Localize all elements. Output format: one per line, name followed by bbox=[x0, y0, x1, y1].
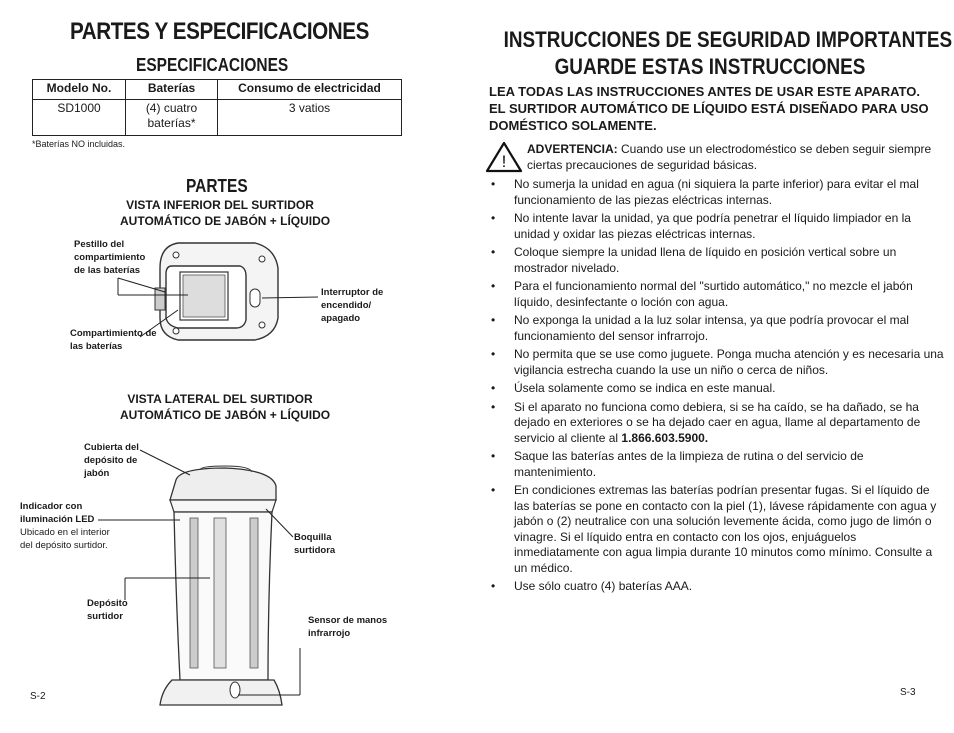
list-item-text: No exponga la unidad a la luz solar intensa, ya que podría provocar el mal funcionamiento del sensor infrarrojo. bbox=[514, 313, 909, 343]
title-line: GUARDE ESTAS INSTRUCCIONES bbox=[554, 54, 866, 79]
table-header: Consumo de electricidad bbox=[218, 80, 402, 100]
label-nozzle: Boquilla surtidora bbox=[294, 532, 336, 556]
list-item bbox=[489, 483, 944, 576]
page-number-left: S-2 bbox=[30, 691, 46, 702]
bullet: • bbox=[491, 177, 496, 191]
bullet: • bbox=[491, 449, 496, 463]
list-item bbox=[489, 400, 944, 447]
list-item-text: Úsela solamente como se indica en este manual. bbox=[514, 381, 776, 395]
led-label-bold: Indicador con iluminación LED bbox=[20, 501, 95, 525]
label-battery-latch: Pestillo del compartimiento de las baterías bbox=[74, 239, 146, 276]
service-phone: 1.866.603.5900. bbox=[621, 430, 709, 445]
warning-body: Cuando use un electrodoméstico se deben seguir siempre ciertas precauciones de seguridad básicas. bbox=[527, 142, 932, 172]
list-item-text: Para el funcionamiento normal del "surtido automático," no mezcle el jabón líquido, desinfectante o loción con agua. bbox=[514, 279, 913, 309]
list-item bbox=[489, 381, 944, 397]
list-item-text: Use sólo cuatro (4) baterías AAA. bbox=[514, 579, 693, 593]
table-cell: SD1000 bbox=[33, 100, 126, 136]
list-item bbox=[489, 177, 944, 208]
label-led-indicator bbox=[20, 500, 110, 552]
list-item-text: No sumerja la unidad en agua (ni siquiera la parte inferior) para evitar el mal funcionamiento de las piezas eléctricas internas. bbox=[514, 177, 919, 207]
list-item-text: Coloque siempre la unidad llena de líquido en posición vertical sobre un mostrador nivelado. bbox=[514, 245, 897, 275]
warning-symbol: ! bbox=[501, 152, 507, 171]
table-cell: 3 vatios bbox=[218, 100, 402, 136]
list-item-text: No intente lavar la unidad, ya que podría penetrar el líquido limpiador en la unidad y oxidar las piezas eléctricas internas. bbox=[514, 211, 911, 241]
page-title-right bbox=[470, 26, 953, 80]
label-infrared-sensor: Sensor de manos infrarrojo bbox=[308, 615, 388, 639]
bullet: • bbox=[491, 399, 496, 414]
safety-rules-list bbox=[489, 177, 944, 598]
page-title-left: PARTES Y ESPECIFICACIONES bbox=[70, 18, 369, 45]
table-header: Modelo No. bbox=[33, 80, 126, 100]
table-header: Baterías bbox=[126, 80, 218, 100]
list-item bbox=[489, 211, 944, 242]
warning-text bbox=[527, 141, 937, 173]
caption-line: AUTOMÁTICO DE JABÓN + LÍQUIDO bbox=[120, 214, 331, 228]
label-power-switch: Interruptor de encendido/ apagado bbox=[321, 287, 384, 324]
table-cell: (4) cuatro baterías* bbox=[126, 100, 218, 136]
bullet: • bbox=[491, 313, 496, 327]
label-reservoir: Depósito surtidor bbox=[87, 598, 128, 622]
label-soap-cover: Cubierta del depósito de jabón bbox=[84, 442, 139, 479]
read-instructions-notice bbox=[489, 83, 939, 134]
bullet: • bbox=[491, 279, 496, 293]
list-item bbox=[489, 313, 944, 344]
led-label-note: Ubicado en el interior del depósito surtidor. bbox=[20, 527, 110, 551]
bullet: • bbox=[491, 211, 496, 225]
caption-line: AUTOMÁTICO DE JABÓN + LÍQUIDO bbox=[120, 408, 331, 422]
title-line: INSTRUCCIONES DE SEGURIDAD IMPORTANTES bbox=[503, 27, 953, 52]
list-item-text: No permita que se use como juguete. Ponga mucha atención y es necesaria una vigilancia estrecha cuando la use un niño o cerca de niños. bbox=[514, 347, 944, 377]
notice-line: EL SURTIDOR AUTOMÁTICO DE LÍQUIDO ESTÁ DISEÑADO PARA USO DOMÉSTICO SOLAMENTE. bbox=[489, 101, 929, 133]
notice-line: LEA TODAS LAS INSTRUCCIONES ANTES DE USAR ESTE APARATO. bbox=[489, 84, 920, 99]
page-number-right: S-3 bbox=[900, 687, 916, 698]
footnote: *Baterías NO incluidas. bbox=[32, 139, 126, 149]
warning-icon bbox=[485, 141, 523, 173]
bullet: • bbox=[491, 381, 496, 395]
list-item-text: En condiciones extremas las baterías podrían presentar fugas. Si el líquido de las baterías se pone en contacto con la piel (1), lávese rápidamente con agua y jabón o (2) neutralice con una solución levemente ácida, como jugo de limón o vinagre. Si el líquido entra en contacto con los ojos, enjuáguelos inmediatamente con agua limpia durante 10 minutos como mínimo. Consulte a un médico. bbox=[514, 483, 937, 575]
list-item bbox=[489, 245, 944, 276]
bullet: • bbox=[491, 245, 496, 259]
caption-line: VISTA LATERAL DEL SURTIDOR bbox=[127, 392, 313, 406]
label-battery-compartment: Compartimiento de las baterías bbox=[70, 328, 157, 352]
parts-heading: PARTES bbox=[186, 176, 248, 196]
specifications-heading: ESPECIFICACIONES bbox=[136, 55, 289, 75]
bullet: • bbox=[491, 483, 496, 497]
list-item-text: Saque las baterías antes de la limpieza de rutina o del servicio de mantenimiento. bbox=[514, 449, 864, 479]
caption-line: VISTA INFERIOR DEL SURTIDOR bbox=[126, 198, 314, 212]
warning-label: ADVERTENCIA: bbox=[527, 142, 618, 156]
bullet: • bbox=[491, 579, 496, 593]
list-item-text: Si el aparato no funciona como debiera, si se ha caído, se ha dañado, se ha dejado en exteriores o se ha dejado caer en agua, llame al departamento de servicio al cliente al bbox=[514, 399, 921, 445]
bullet: • bbox=[491, 347, 496, 361]
list-item bbox=[489, 579, 944, 595]
list-item bbox=[489, 449, 944, 480]
list-item bbox=[489, 279, 944, 310]
list-item bbox=[489, 347, 944, 378]
